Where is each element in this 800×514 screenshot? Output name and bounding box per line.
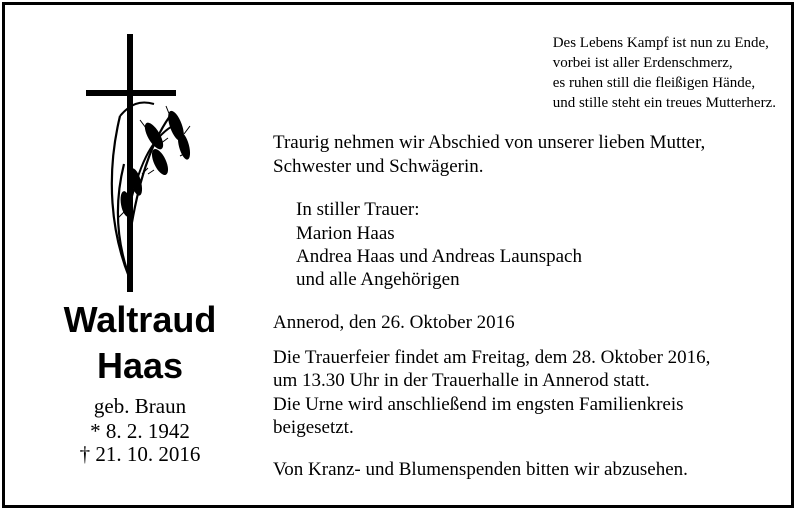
intro-line: Traurig nehmen wir Abschied von unserer lieben Mutter, [273, 132, 706, 153]
death-date: † 21. 10. 2016 [79, 442, 201, 466]
poem-line: es ruhen still die fleißigen Hände, [552, 75, 756, 91]
intro-line: Schwester und Schwägerin. [273, 156, 484, 177]
funeral-line: um 13.30 Uhr in der Trauerhalle in Annerod statt. [273, 370, 650, 391]
mourner-name: Marion Haas [296, 223, 395, 244]
closing-note: Von Kranz- und Blumenspenden bitten wir abzusehen. [273, 459, 688, 480]
poem-line: Des Lebens Kampf ist nun zu Ende, [552, 35, 769, 51]
birth-date: * 8. 2. 1942 [90, 419, 190, 443]
poem [553, 33, 776, 113]
mourner-name: Andrea Haas und Andreas Launspach [296, 246, 582, 267]
funeral-line: Die Trauerfeier findet am Freitag, dem 28. Oktober 2016, [273, 347, 711, 368]
maiden-name: geb. Braun [93, 394, 187, 418]
deceased-last-name: Haas [96, 345, 184, 386]
mourner-name: und alle Angehörigen [296, 269, 460, 290]
funeral-line: Die Urne wird anschließend im engsten Familienkreis [273, 394, 684, 415]
poem-line: und stille steht ein treues Mutterherz. [552, 95, 776, 111]
deceased-first-name: Waltraud [63, 299, 217, 340]
funeral-line: beigesetzt. [273, 417, 354, 438]
cross-with-wheat-icon [80, 34, 200, 294]
mourners-heading: In stiller Trauer: [296, 199, 420, 220]
place-date: Annerod, den 26. Oktober 2016 [273, 312, 515, 333]
poem-line: vorbei ist aller Erdenschmerz, [552, 55, 733, 71]
